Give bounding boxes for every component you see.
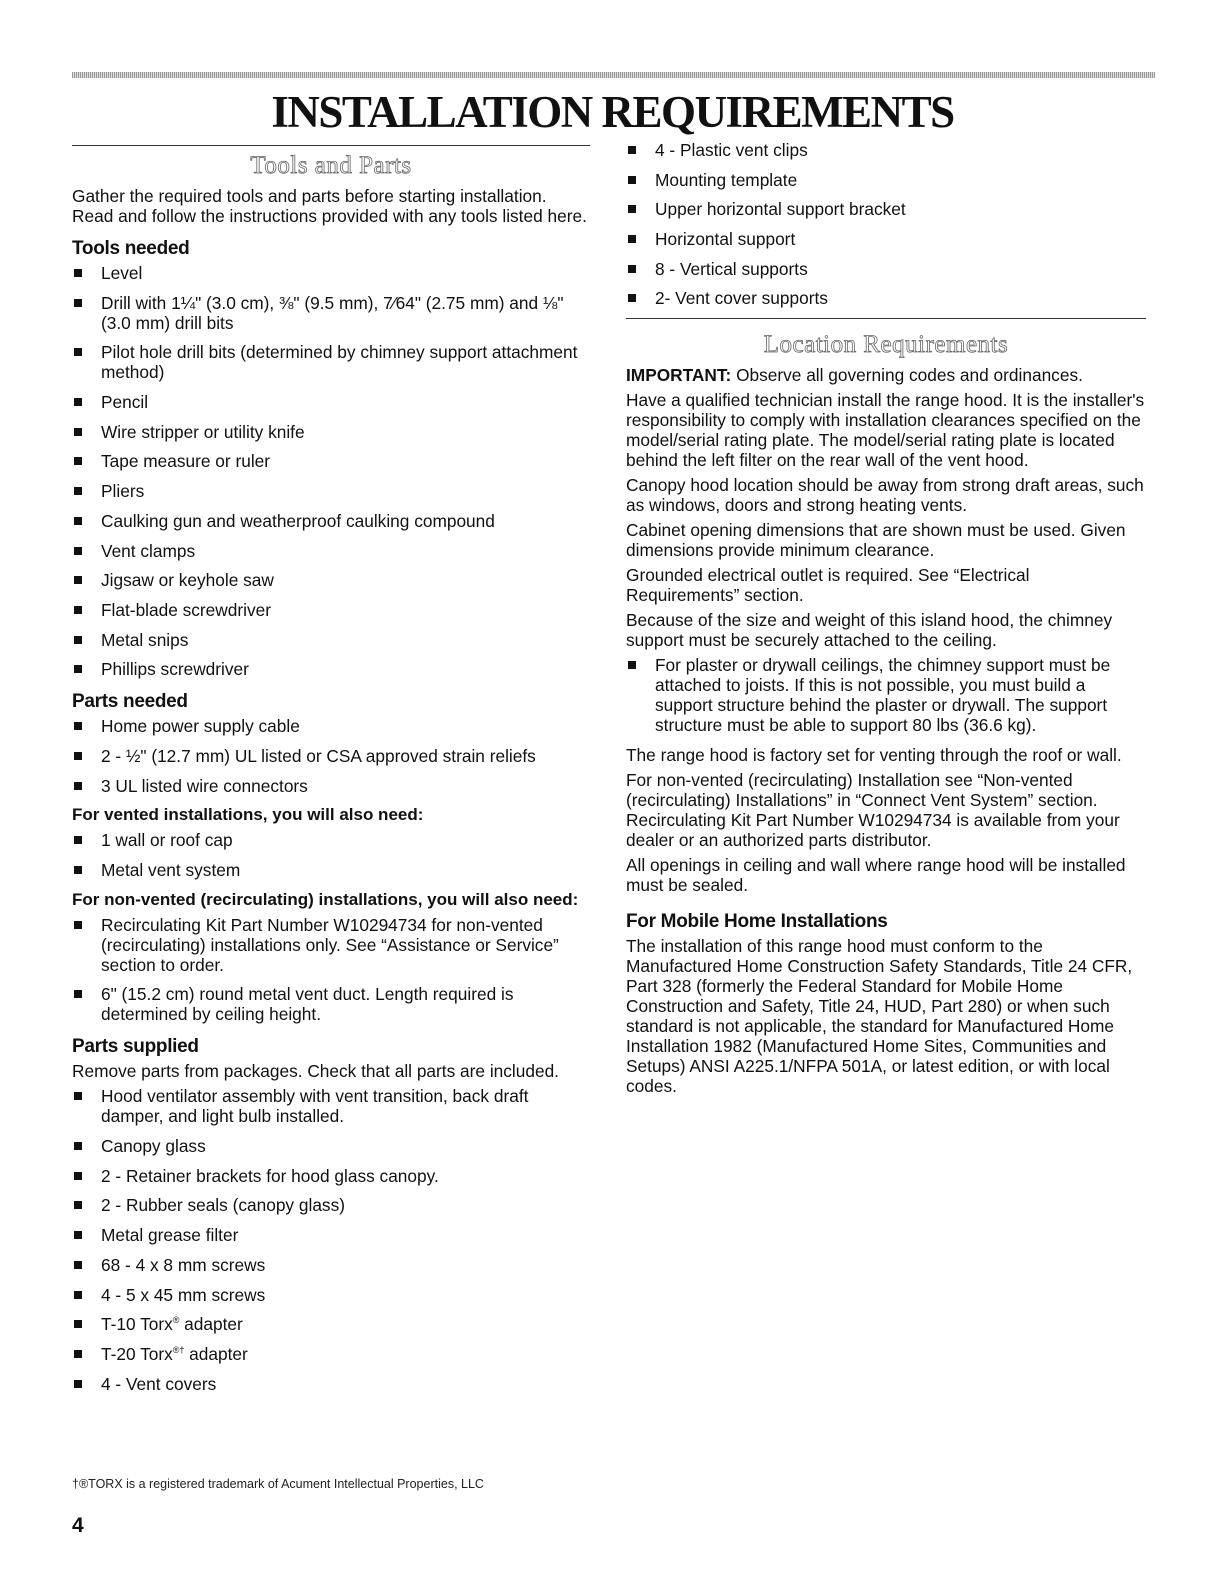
vented-list [72, 830, 590, 880]
section-rule [626, 318, 1146, 319]
parts-supplied-list [72, 1086, 590, 1393]
list-item: Metal vent system [72, 860, 590, 880]
list-item: 4 - Vent covers [72, 1374, 590, 1394]
list-item: Pilot hole drill bits (determined by chimney support attachment method) [72, 342, 590, 382]
list-item: 4 - 5 x 45 mm screws [72, 1285, 590, 1305]
list-item: Home power supply cable [72, 716, 590, 736]
list-item: 2 - ½" (12.7 mm) UL listed or CSA approved strain reliefs [72, 746, 590, 766]
list-item: 3 UL listed wire connectors [72, 776, 590, 796]
left-column [72, 145, 590, 1403]
parts-needed-list [72, 716, 590, 795]
list-item: 6" (15.2 cm) round metal vent duct. Length required is determined by ceiling height. [72, 984, 590, 1024]
list-item: Recirculating Kit Part Number W10294734 for non-vented (recirculating) installations only. See “Assistance or Service” section to order. [72, 915, 590, 975]
nonvented-list [72, 915, 590, 1025]
list-item: Upper horizontal support bracket [626, 199, 1146, 219]
vented-heading: For vented installations, you will also need: [72, 805, 424, 825]
page-number: 4 [72, 1514, 84, 1537]
page-title: INSTALLATION REQUIREMENTS [271, 87, 954, 137]
location-paragraph: For non-vented (recirculating) Installation see “Non-vented (recirculating) Installations” in “Connect Vent System” section. Recirculating Kit Part Number W10294734 is available from your dealer or an authorized parts distributor. [626, 769, 1120, 850]
list-item: Metal grease filter [72, 1225, 590, 1245]
list-item: 1 wall or roof cap [72, 830, 590, 850]
location-bullet-list [626, 655, 1146, 735]
list-item: For plaster or drywall ceilings, the chimney support must be attached to joists. If this is not possible, you must build a support structure behind the plaster or drywall. The support structure must be able to support 80 lbs (36.6 kg). [626, 655, 1146, 735]
list-item: Jigsaw or keyhole saw [72, 570, 590, 590]
list-item: Hood ventilator assembly with vent transition, back draft damper, and light bulb installed. [72, 1086, 590, 1126]
location-paragraph: Have a qualified technician install the range hood. It is the installer's responsibility to comply with installation clearances specified on the model/serial rating plate. The model/serial rating plate is located behind the left filter on the rear wall of the vent hood. [626, 390, 1145, 471]
tools-intro: Gather the required tools and parts before starting installation. Read and follow the instructions provided with any tools listed here. [72, 186, 587, 226]
list-item: Drill with 1¼" (3.0 cm), ⅜" (9.5 mm), 7⁄64" (2.75 mm) and ⅛" (3.0 mm) drill bits [72, 293, 590, 333]
tools-needed-list [72, 263, 590, 679]
location-paragraph: Cabinet opening dimensions that are shown must be used. Given dimensions provide minimum clearance. [626, 520, 1126, 561]
nonvented-heading: For non-vented (recirculating) installations, you will also need: [72, 889, 579, 909]
list-item: Canopy glass [72, 1136, 590, 1156]
list-item: 2 - Retainer brackets for hood glass canopy. [72, 1166, 590, 1186]
list-item: Horizontal support [626, 229, 1146, 249]
list-item: Vent clamps [72, 541, 590, 561]
location-paragraph: The range hood is factory set for venting through the roof or wall. [626, 744, 1122, 765]
list-item: Flat-blade screwdriver [72, 600, 590, 620]
list-item: 68 - 4 x 8 mm screws [72, 1255, 590, 1275]
list-item: Wire stripper or utility knife [72, 422, 590, 442]
tools-and-parts-title: Tools and Parts [250, 152, 412, 179]
right-column [626, 140, 1146, 1101]
important-note: IMPORTANT: Observe all governing codes and ordinances. [626, 365, 1083, 386]
parts-supplied-continued-list [626, 140, 1146, 308]
mobile-home-paragraph: The installation of this range hood must conform to the Manufactured Home Construction Safety Standards, Title 24 CFR, Part 328 (formerly the Federal Standard for Mobile Home Construction and Safety, Title 24, HUD, Part 280) or when such standard is not applicable, the standard for Manufactured Home Installation 1982 (Manufactured Home Sites, Communities and Setups) ANSI A225.1/NFPA 501A, or latest edition, or with local codes. [626, 935, 1133, 1096]
top-decorative-rule [72, 72, 1155, 78]
list-item: T-20 Torx®† adapter [72, 1344, 590, 1364]
list-item: Caulking gun and weatherproof caulking compound [72, 511, 590, 531]
list-item: T-10 Torx® adapter [72, 1314, 590, 1334]
parts-needed-heading: Parts needed [72, 691, 188, 713]
list-item: Phillips screwdriver [72, 659, 590, 679]
list-item: Tape measure or ruler [72, 451, 590, 471]
list-item: 2 - Rubber seals (canopy glass) [72, 1195, 590, 1215]
location-requirements-title: Location Requirements [763, 331, 1009, 359]
list-item: 2- Vent cover supports [626, 288, 1146, 308]
list-item: Mounting template [626, 170, 1146, 190]
section-rule [72, 145, 590, 146]
trademark-footnote: †®TORX is a registered trademark of Acument Intellectual Properties, LLC [72, 1477, 484, 1491]
list-item: 4 - Plastic vent clips [626, 140, 1146, 160]
list-item: Metal snips [72, 630, 590, 650]
list-item: 8 - Vertical supports [626, 259, 1146, 279]
location-paragraph: Grounded electrical outlet is required. See “Electrical Requirements” section. [626, 565, 1030, 606]
list-item: Pencil [72, 392, 590, 412]
mobile-home-heading: For Mobile Home Installations [626, 910, 888, 932]
location-paragraph: All openings in ceiling and wall where range hood will be installed must be sealed. [626, 854, 1126, 895]
parts-supplied-heading: Parts supplied [72, 1036, 199, 1058]
location-paragraph: Because of the size and weight of this island hood, the chimney support must be securely attached to the ceiling. [626, 610, 1113, 651]
list-item: Pliers [72, 481, 590, 501]
parts-supplied-intro: Remove parts from packages. Check that all parts are included. [72, 1061, 559, 1082]
tools-needed-heading: Tools needed [72, 238, 190, 259]
list-item: Level [72, 263, 590, 283]
location-paragraph: Canopy hood location should be away from strong draft areas, such as windows, doors and strong heating vents. [626, 475, 1144, 516]
